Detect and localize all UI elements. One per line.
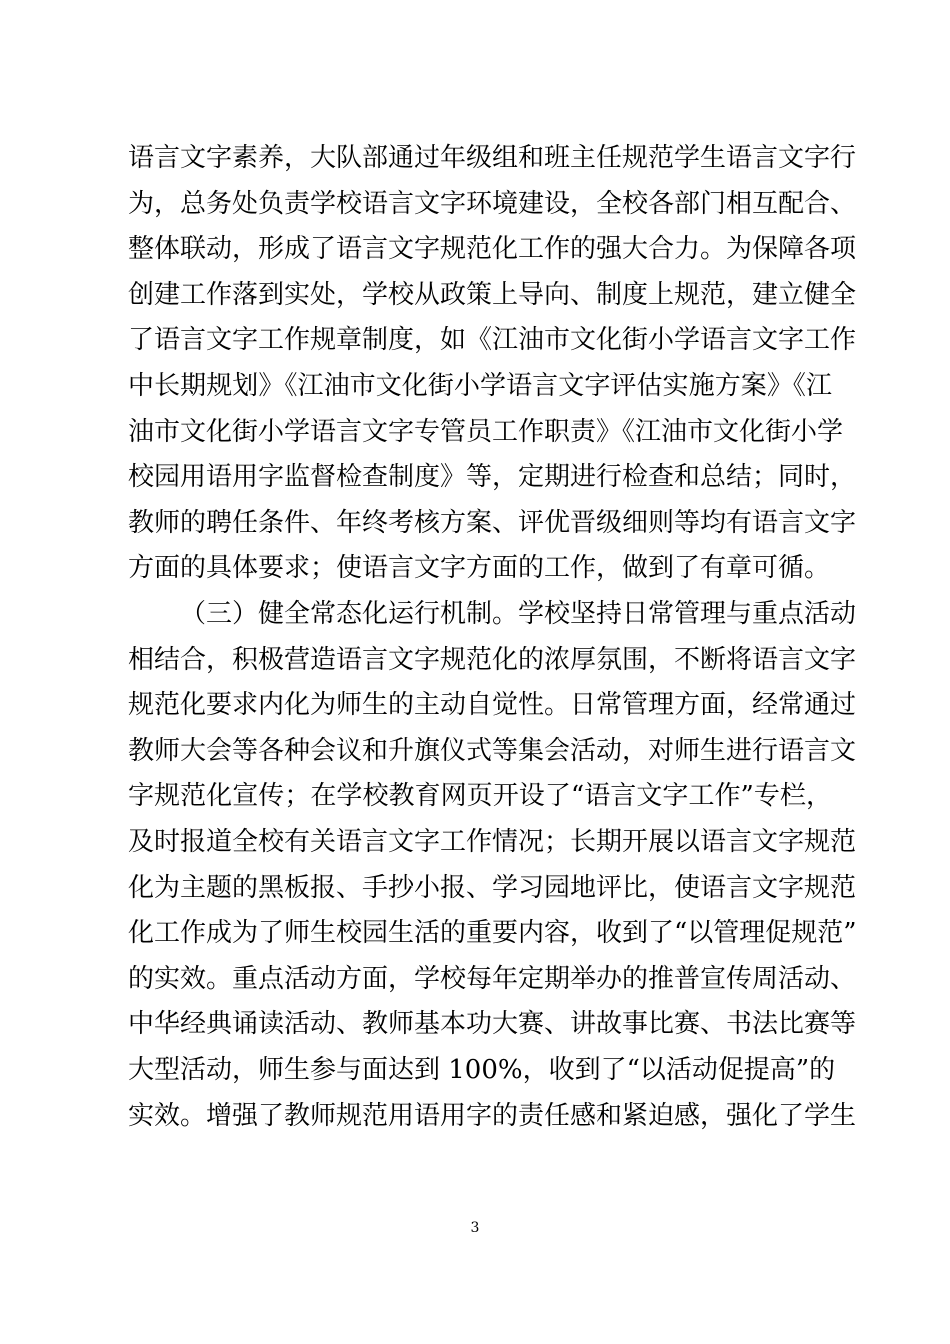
- text-line: 化为主题的黑板报、手抄小报、学习园地评比，使语言文字规范: [128, 872, 857, 903]
- text-line: 大型活动，师生参与面达到 100%，收到了“以活动促提高”的: [128, 1055, 836, 1085]
- text-line: 中长期规划》《江油市文化街小学语言文字评估实施方案》《江: [128, 371, 832, 401]
- text-line: 的实效。重点活动方面，学校每年定期举办的推普宣传周活动、: [128, 963, 857, 994]
- text-line: 化工作成为了师生校园生活的重要内容，收到了“以管理促规范”: [128, 918, 857, 949]
- page-number: 3: [470, 1220, 480, 1236]
- text-line: 为，总务处负责学校语言文字环境建设，全校各部门相互配合、: [128, 188, 857, 219]
- text-line: 教师大会等各种会议和升旗仪式等集会活动，对师生进行语言文: [128, 735, 857, 766]
- text-line: 语言文字素养，大队部通过年级组和班主任规范学生语言文字行: [128, 143, 857, 173]
- text-line: 整体联动，形成了语言文字规范化工作的强大合力。为保障各项: [128, 234, 857, 265]
- text-line: （三）健全常态化运行机制。学校坚持日常管理与重点活动: [180, 599, 857, 629]
- text-line: 了语言文字工作规章制度，如《江油市文化街小学语言文字工作: [128, 325, 857, 356]
- text-line: 油市文化街小学语言文字专管员工作职责》《江油市文化街小学: [128, 416, 844, 447]
- text-line: 校园用语用字监督检查制度》等，定期进行检查和总结；同时，: [128, 462, 857, 493]
- text-line: 方面的具体要求；使语言文字方面的工作，做到了有章可循。: [128, 553, 831, 584]
- text-line: 相结合，积极营造语言文字规范化的浓厚氛围，不断将语言文字: [128, 644, 857, 675]
- text-line: 中华经典诵读活动、教师基本功大赛、讲故事比赛、书法比赛等: [128, 1009, 857, 1040]
- text-line: 规范化要求内化为师生的主动自觉性。日常管理方面，经常通过: [128, 690, 857, 721]
- text-line: 实效。增强了教师规范用语用字的责任感和紧迫感，强化了学生: [128, 1100, 857, 1131]
- text-line: 字规范化宣传；在学校教育网页开设了“语言文字工作”专栏，: [128, 781, 832, 812]
- text-line: 教师的聘任条件、年终考核方案、评优晋级细则等均有语言文字: [128, 507, 857, 538]
- text-line: 创建工作落到实处，学校从政策上导向、制度上规范，建立健全: [128, 279, 857, 310]
- text-line: 及时报道全校有关语言文字工作情况；长期开展以语言文字规范: [128, 827, 857, 857]
